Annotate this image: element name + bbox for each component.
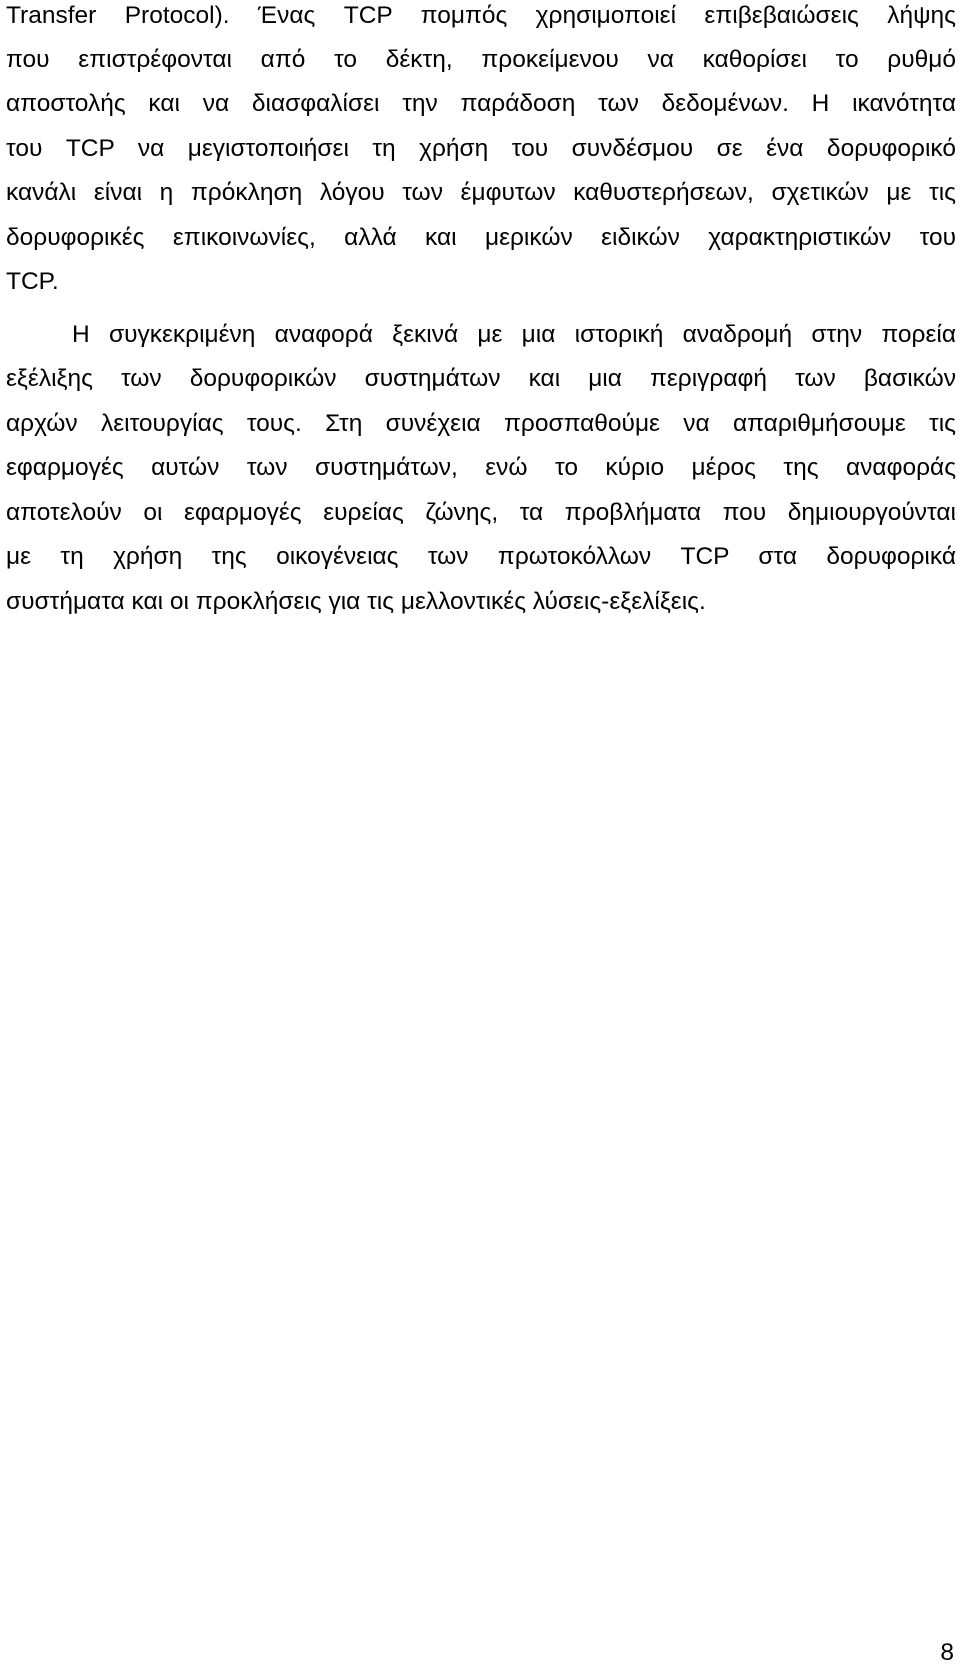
paragraph-line: Η συγκεκριμένη αναφορά ξεκινά με μια ιστορική αναδρομή στην πορεία: [72, 321, 956, 348]
page-number: 8: [940, 1639, 954, 1666]
paragraph-line: του TCP να μεγιστοποιήσει τη χρήση του συνδέσμου σε ένα δορυφορικό: [6, 135, 956, 162]
paragraph-line: με τη χρήση της οικογένειας των πρωτοκόλλων TCP στα δορυφορικά: [6, 543, 956, 570]
paragraph-line: εξέλιξης των δορυφορικών συστημάτων και μια περιγραφή των βασικών: [6, 365, 956, 392]
paragraph-line: αποτελούν οι εφαρμογές ευρείας ζώνης, τα προβλήματα που δημιουργούνται: [6, 499, 956, 526]
paragraph-line: δορυφορικές επικοινωνίες, αλλά και μερικών ειδικών χαρακτηριστικών του: [6, 224, 956, 251]
paragraph-line: αποστολής και να διασφαλίσει την παράδοση των δεδομένων. Η ικανότητα: [6, 90, 956, 117]
paragraph-line: συστήματα και οι προκλήσεις για τις μελλοντικές λύσεις-εξελίξεις.: [6, 588, 706, 615]
paragraph-line: αρχών λειτουργίας τους. Στη συνέχεια προσπαθούμε να απαριθμήσουμε τις: [6, 410, 956, 437]
paragraph-line: TCP.: [6, 268, 59, 295]
paragraph-line: Transfer Protocol). Ένας TCP πομπός χρησιμοποιεί επιβεβαιώσεις λήψης: [6, 2, 956, 29]
paragraph-line: κανάλι είναι η πρόκληση λόγου των έμφυτων καθυστερήσεων, σχετικών με τις: [6, 179, 956, 206]
paragraph-line: εφαρμογές αυτών των συστημάτων, ενώ το κύριο μέρος της αναφοράς: [6, 454, 956, 481]
paragraph-line: που επιστρέφονται από το δέκτη, προκείμενου να καθορίσει το ρυθμό: [6, 46, 956, 73]
